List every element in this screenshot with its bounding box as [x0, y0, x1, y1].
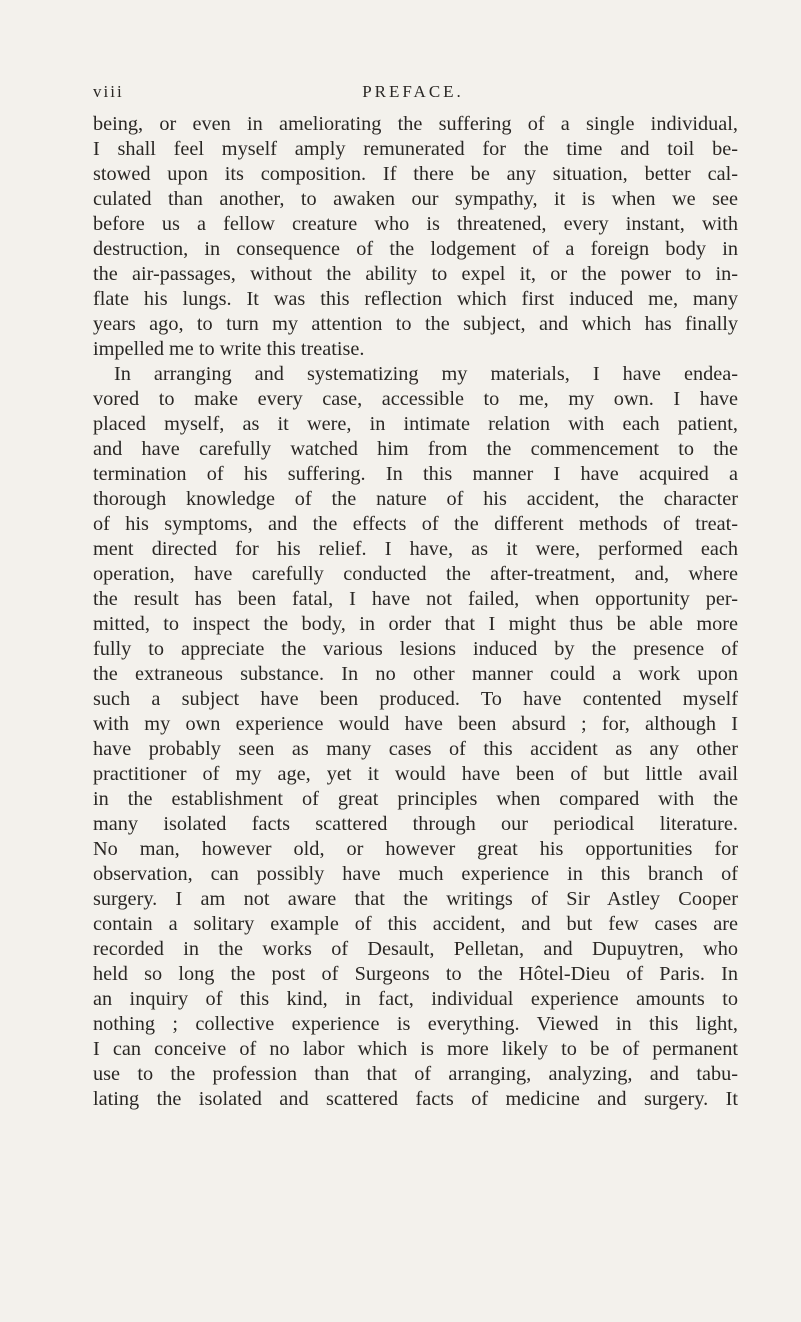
text-line: with my own experience would have been absurd ; for, although I: [93, 713, 738, 735]
page-number: viii: [93, 82, 124, 101]
text-line: culated than another, to awaken our sympathy, it is when we see: [93, 188, 738, 210]
text-line: of his symptoms, and the effects of the different methods of treat-: [93, 513, 738, 535]
text-line: in the establishment of great principles when compared with the: [93, 788, 738, 810]
text-line: and have carefully watched him from the commencement to the: [93, 438, 738, 460]
text-line: lating the isolated and scattered facts of medicine and surgery. It: [93, 1088, 738, 1110]
text-line: ment directed for his relief. I have, as it were, performed each: [93, 538, 738, 560]
text-line: operation, have carefully conducted the after-treatment, and, where: [93, 563, 738, 585]
text-line: the extraneous substance. In no other manner could a work upon: [93, 663, 738, 685]
text-line: fully to appreciate the various lesions induced by the presence of: [93, 638, 738, 660]
text-line: contain a solitary example of this accident, and but few cases are: [93, 913, 738, 935]
text-line: termination of his suffering. In this manner I have acquired a: [93, 463, 738, 485]
text-line: I shall feel myself amply remunerated for the time and toil be-: [93, 138, 738, 160]
text-line: stowed upon its composition. If there be any situation, better cal-: [93, 163, 738, 185]
text-line: thorough knowledge of the nature of his accident, the character: [93, 488, 738, 510]
running-head-title: PREFACE.: [362, 82, 464, 101]
text-line: many isolated facts scattered through our periodical literature.: [93, 813, 738, 835]
text-line: held so long the post of Surgeons to the Hôtel-Dieu of Paris. In: [93, 963, 738, 985]
text-line: vored to make every case, accessible to me, my own. I have: [93, 388, 738, 410]
text-line: years ago, to turn my attention to the subject, and which has finally: [93, 313, 738, 335]
text-line: such a subject have been produced. To have contented myself: [93, 688, 738, 710]
text-line: before us a fellow creature who is threatened, every instant, with: [93, 213, 738, 235]
text-line: nothing ; collective experience is everything. Viewed in this light,: [93, 1013, 738, 1035]
text-line: flate his lungs. It was this reflection which first induced me, many: [93, 288, 738, 310]
text-line: surgery. I am not aware that the writings of Sir Astley Cooper: [93, 888, 738, 910]
text-line: No man, however old, or however great his opportunities for: [93, 838, 738, 860]
running-head: [93, 82, 733, 108]
text-line: practitioner of my age, yet it would have been of but little avail: [93, 763, 738, 785]
text-line: an inquiry of this kind, in fact, individual experience amounts to: [93, 988, 738, 1010]
text-line: recorded in the works of Desault, Pelletan, and Dupuytren, who: [93, 938, 738, 960]
text-line: have probably seen as many cases of this accident as any other: [93, 738, 738, 760]
body-text: [93, 112, 738, 1112]
text-line: destruction, in consequence of the lodgement of a foreign body in: [93, 238, 738, 260]
text-line: being, or even in ameliorating the suffering of a single individual,: [93, 113, 738, 135]
text-line: I can conceive of no labor which is more likely to be of permanent: [93, 1038, 738, 1060]
text-line: the air-passages, without the ability to expel it, or the power to in-: [93, 263, 738, 285]
paragraph-start-line: In arranging and systematizing my materials, I have endea-: [114, 363, 738, 385]
text-line: impelled me to write this treatise.: [93, 338, 365, 360]
text-line: observation, can possibly have much experience in this branch of: [93, 863, 738, 885]
text-line: use to the profession than that of arranging, analyzing, and tabu-: [93, 1063, 738, 1085]
text-line: mitted, to inspect the body, in order that I might thus be able more: [93, 613, 738, 635]
text-line: placed myself, as it were, in intimate relation with each patient,: [93, 413, 738, 435]
text-line: the result has been fatal, I have not failed, when opportunity per-: [93, 588, 738, 610]
